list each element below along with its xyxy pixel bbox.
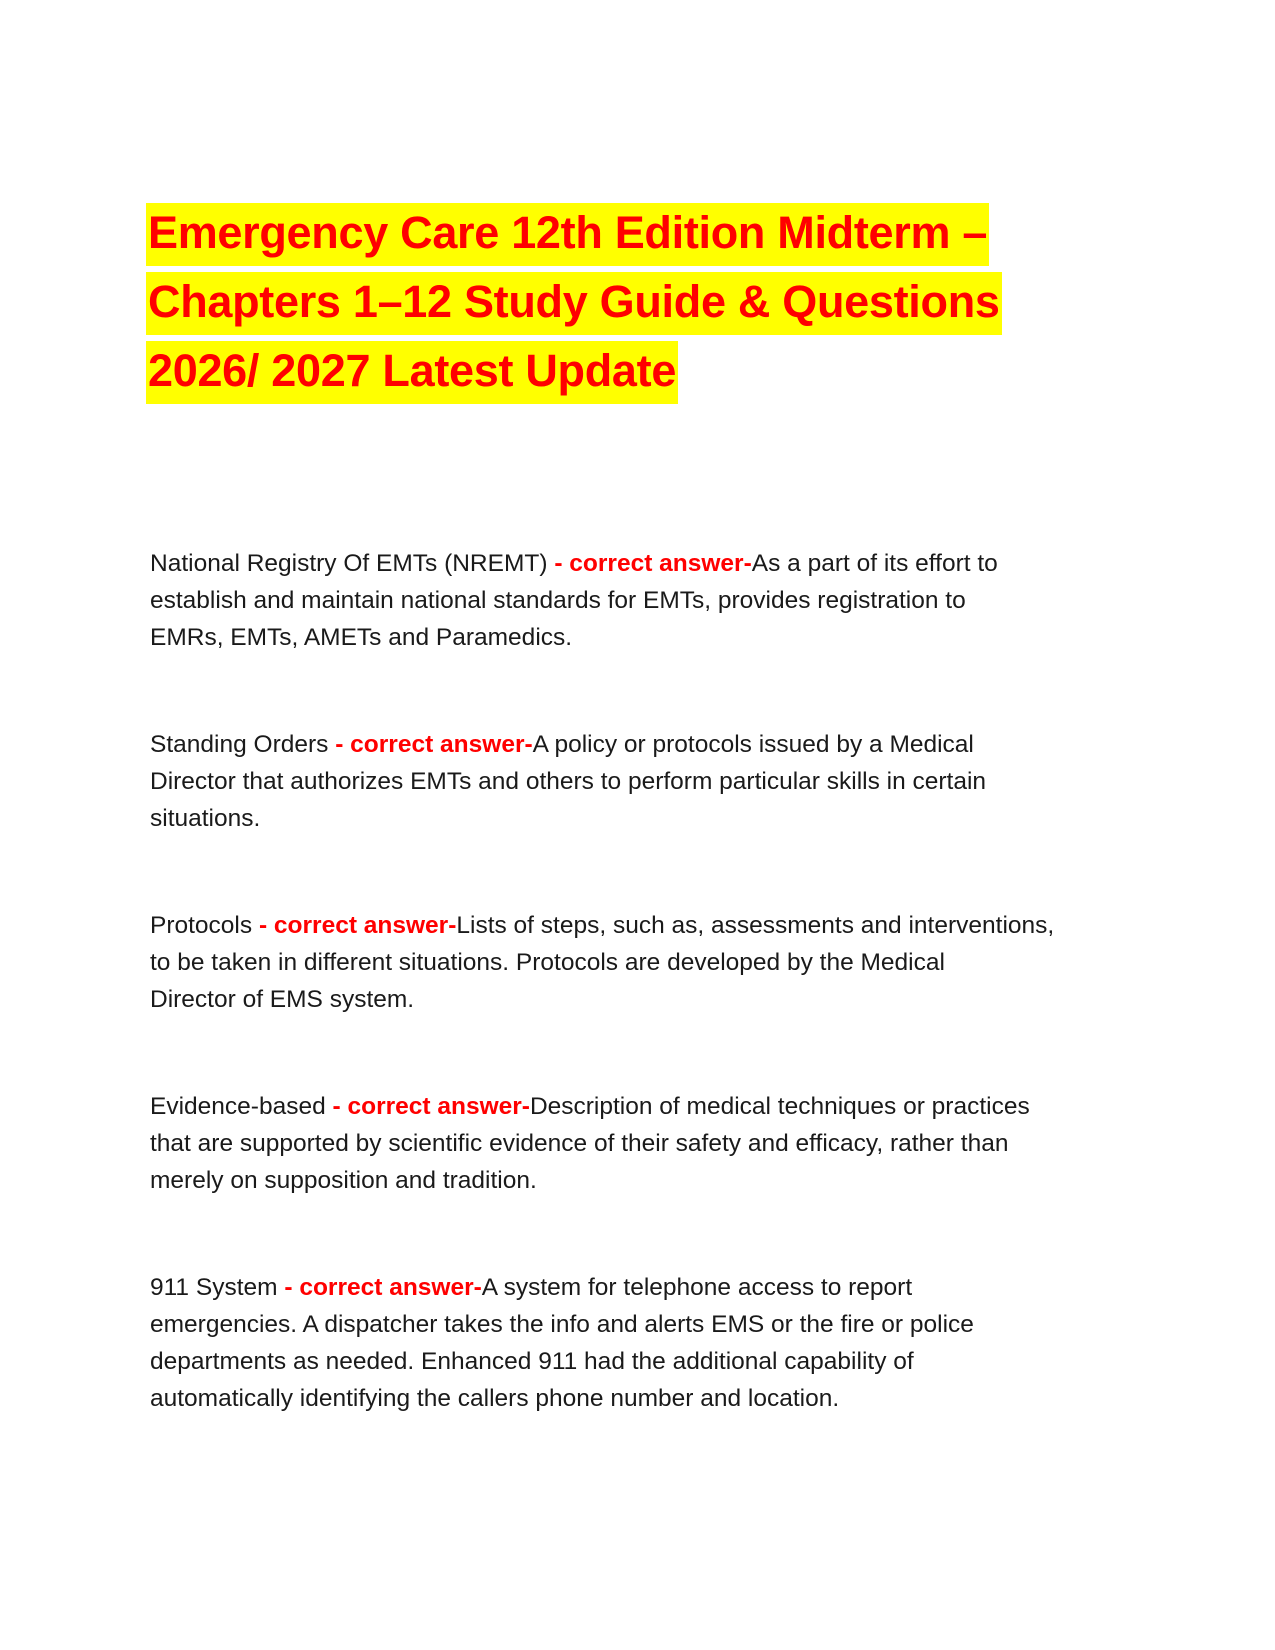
qa-answer: As a part of its effort to	[751, 550, 998, 577]
qa-line	[150, 545, 1110, 582]
qa-term: Evidence-based	[150, 1093, 333, 1120]
qa-line: that are supported by scientific evidence of their safety and efficacy, rather than	[150, 1130, 1009, 1157]
answer-separator: - correct answer-	[335, 731, 533, 758]
qa-line: departments as needed. Enhanced 911 had the additional capability of	[150, 1348, 914, 1375]
answer-separator: - correct answer-	[258, 912, 457, 939]
title-line: Emergency Care 12th Edition Midterm –	[146, 203, 989, 266]
qa-line: Director of EMS system.	[150, 986, 415, 1013]
document-title	[148, 203, 1048, 410]
qa-entry	[150, 1269, 1110, 1417]
answer-separator: - correct answer-	[554, 550, 752, 577]
qa-term: 911 System	[150, 1274, 285, 1301]
qa-answer: A policy or protocols issued by a Medical	[532, 731, 974, 758]
qa-answer: A system for telephone access to report	[481, 1274, 913, 1301]
qa-line: situations.	[150, 805, 261, 832]
qa-entry	[150, 545, 1110, 656]
qa-list	[150, 545, 1110, 1487]
qa-term: Standing Orders	[150, 731, 336, 758]
qa-answer: Description of medical techniques or practices	[529, 1093, 1030, 1120]
qa-line	[150, 1088, 1110, 1125]
qa-line: to be taken in different situations. Protocols are developed by the Medical	[150, 949, 945, 976]
qa-answer: Lists of steps, such as, assessments and interventions,	[456, 912, 1055, 939]
title-line: 2026/ 2027 Latest Update	[146, 341, 678, 404]
answer-separator: - correct answer-	[284, 1274, 482, 1301]
qa-line: emergencies. A dispatcher takes the info and alerts EMS or the fire or police	[150, 1311, 974, 1338]
title-line: Chapters 1–12 Study Guide & Questions	[146, 272, 1002, 335]
qa-term: Protocols	[150, 912, 259, 939]
qa-entry	[150, 1088, 1110, 1199]
qa-entry	[150, 907, 1110, 1018]
qa-line: establish and maintain national standards for EMTs, provides registration to	[150, 587, 966, 614]
qa-term: National Registry Of EMTs (NREMT)	[150, 550, 555, 577]
qa-line	[150, 726, 1110, 763]
qa-entry	[150, 726, 1110, 837]
qa-line: Director that authorizes EMTs and others to perform particular skills in certain	[150, 768, 987, 795]
answer-separator: - correct answer-	[332, 1093, 530, 1120]
qa-line: automatically identifying the callers phone number and location.	[150, 1385, 840, 1412]
qa-line: merely on supposition and tradition.	[150, 1167, 537, 1194]
qa-line	[150, 1269, 1110, 1306]
qa-line	[150, 907, 1110, 944]
qa-line: EMRs, EMTs, AMETs and Paramedics.	[150, 624, 573, 651]
